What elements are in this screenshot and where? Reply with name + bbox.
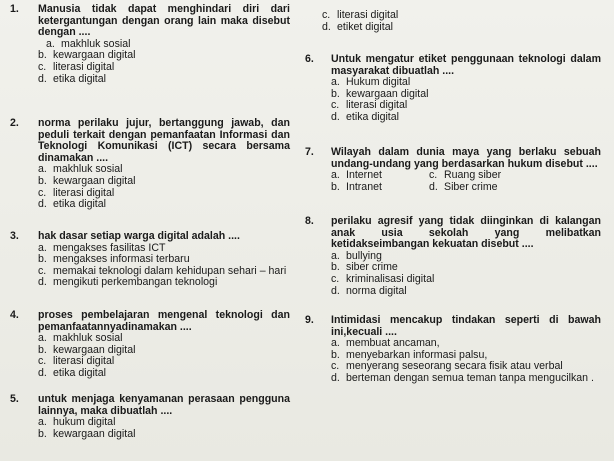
option-letter: d. <box>322 20 331 33</box>
option-letter: b. <box>331 348 340 361</box>
option-letter: c. <box>331 360 340 373</box>
option-letter: c. <box>322 9 331 21</box>
option-text: kriminalisasi digital <box>346 272 435 285</box>
option-letter: d. <box>331 371 340 384</box>
answer-option[interactable] <box>38 176 290 188</box>
answer-option[interactable] <box>38 199 290 211</box>
option-letter: a. <box>331 76 340 89</box>
answer-option[interactable] <box>331 112 601 124</box>
question-stem: perilaku agresif yang tidak diinginkan di kalangan anak usia sekolah yang melibatkan ketidakseimbangan kekuatan disebut .... <box>331 215 601 251</box>
option-text: siber crime <box>346 261 398 274</box>
answer-option[interactable] <box>38 368 290 380</box>
option-text: kewargaan digital <box>53 174 136 187</box>
option-text: mengakses fasilitas ICT <box>53 241 166 254</box>
option-letter: a. <box>331 337 340 350</box>
option-text: Siber crime <box>444 180 498 193</box>
question-number: 1. <box>10 3 19 15</box>
option-text: hukum digital <box>53 416 116 429</box>
option-text: literasi digital <box>346 99 408 112</box>
option-text: Ruang siber <box>444 169 502 182</box>
answer-option[interactable] <box>322 22 602 34</box>
question-2 <box>10 118 290 211</box>
option-text: kewargaan digital <box>53 427 136 440</box>
option-text: bullying <box>346 249 382 262</box>
answer-option[interactable] <box>38 74 290 86</box>
option-letter: a. <box>38 163 47 176</box>
option-text: makhluk sosial <box>61 37 131 50</box>
option-letter: d. <box>38 366 47 379</box>
question-stem: Intimidasi mencakup tindakan seperti di bawah ini,kecuali .... <box>331 314 601 338</box>
question-5 <box>10 394 290 440</box>
option-text: menyebarkan informasi palsu, <box>346 348 488 361</box>
answer-option[interactable] <box>38 429 290 441</box>
option-letter: b. <box>38 343 47 356</box>
option-letter: a. <box>331 249 340 262</box>
question-stem: proses pembelajaran mengenal teknologi dan pemanfaatannyadinamakan .... <box>38 309 290 333</box>
option-text: etika digital <box>53 198 106 211</box>
option-letter: b. <box>38 174 47 187</box>
answer-option[interactable] <box>38 277 290 289</box>
option-letter: a. <box>46 37 55 50</box>
option-letter: c. <box>38 60 47 73</box>
option-text: kewargaan digital <box>53 343 136 356</box>
option-letter: d. <box>331 284 340 297</box>
question-number: 2. <box>10 117 19 129</box>
answer-option[interactable] <box>38 62 290 74</box>
option-letter: b. <box>331 180 340 193</box>
option-letter: c. <box>331 99 340 112</box>
question-number: 4. <box>10 309 19 321</box>
option-letter: d. <box>429 180 438 193</box>
option-letter: b. <box>331 87 340 100</box>
question-number: 9. <box>305 314 314 326</box>
option-letter: b. <box>38 49 47 62</box>
question-1 <box>10 4 290 85</box>
option-text: literasi digital <box>53 186 115 199</box>
option-letter: c. <box>38 186 47 199</box>
option-letter: d. <box>331 110 340 123</box>
option-text: mengakses informasi terbaru <box>53 253 190 266</box>
option-text: literasi digital <box>53 355 115 368</box>
question-stem: Wilayah dalam dunia maya yang berlaku sebuah undang-undang yang berdasarkan hukum disebut .... <box>331 146 601 170</box>
option-letter: a. <box>38 332 47 345</box>
option-text: norma digital <box>346 284 407 297</box>
question-stem: Manusia tidak dapat menghindari diri dari ketergantungan dengan orang lain maka disebut dengan .... <box>38 3 290 39</box>
option-text: literasi digital <box>337 9 399 21</box>
option-letter: c. <box>331 272 340 285</box>
question-8 <box>305 216 601 297</box>
option-text: berteman dengan semua teman tanpa mengucilkan . <box>346 371 594 384</box>
option-text: etika digital <box>53 72 106 85</box>
answer-option[interactable] <box>331 373 601 385</box>
question-5-continued <box>322 10 602 33</box>
question-stem: untuk menjaga kenyamanan perasaan pengguna lainnya, maka dibuatlah .... <box>38 393 290 417</box>
option-text: etika digital <box>53 366 106 379</box>
question-7 <box>305 147 601 193</box>
option-letter: b. <box>331 261 340 274</box>
option-letter: c. <box>38 264 47 277</box>
question-3 <box>10 231 290 289</box>
option-letter: a. <box>38 241 47 254</box>
option-letter: d. <box>38 198 47 211</box>
question-number: 5. <box>10 393 19 405</box>
answer-option[interactable] <box>429 182 601 194</box>
answer-option[interactable] <box>331 286 601 298</box>
option-letter: d. <box>38 72 47 85</box>
option-text: makhluk sosial <box>53 163 123 176</box>
option-letter: b. <box>38 427 47 440</box>
option-text: makhluk sosial <box>53 332 123 345</box>
question-4 <box>10 310 290 380</box>
option-text: etika digital <box>346 110 399 123</box>
option-text: mengikuti perkembangan teknologi <box>53 276 218 289</box>
option-text: etiket digital <box>337 20 393 33</box>
option-letter: a. <box>331 169 340 182</box>
question-stem: norma perilaku jujur, bertanggung jawab, dan peduli terkait dengan pemanfaatan Informasi dan Teknologi Komunikasi (ICT) secara bersama dinamakan .... <box>38 117 290 164</box>
option-text: Hukum digital <box>346 76 411 89</box>
option-text: membuat ancaman, <box>346 337 440 350</box>
option-text: Internet <box>346 169 382 182</box>
answer-option[interactable] <box>322 10 602 22</box>
option-letter: d. <box>38 276 47 289</box>
option-text: kewargaan digital <box>346 87 429 100</box>
question-number: 8. <box>305 215 314 227</box>
question-stem: hak dasar setiap warga digital adalah .... <box>38 230 240 242</box>
option-text: kewargaan digital <box>53 49 136 62</box>
option-letter: c. <box>429 169 438 182</box>
question-number: 3. <box>10 230 19 242</box>
question-6 <box>305 54 601 124</box>
question-number: 7. <box>305 146 314 158</box>
option-text: Intranet <box>346 180 382 193</box>
option-text: literasi digital <box>53 60 115 73</box>
answer-option[interactable] <box>331 274 601 286</box>
option-letter: a. <box>38 416 47 429</box>
option-text: memakai teknologi dalam kehidupan sehari – hari <box>53 264 287 277</box>
option-letter: b. <box>38 253 47 266</box>
question-9 <box>305 315 601 385</box>
option-grid <box>331 170 601 193</box>
answer-option[interactable] <box>331 182 429 194</box>
question-stem: Untuk mengatur etiket penggunaan teknologi dalam masyarakat dibuatlah .... <box>331 53 601 77</box>
option-letter: c. <box>38 355 47 368</box>
question-number: 6. <box>305 53 314 65</box>
option-text: menyerang seseorang secara fisik atau verbal <box>346 360 563 373</box>
